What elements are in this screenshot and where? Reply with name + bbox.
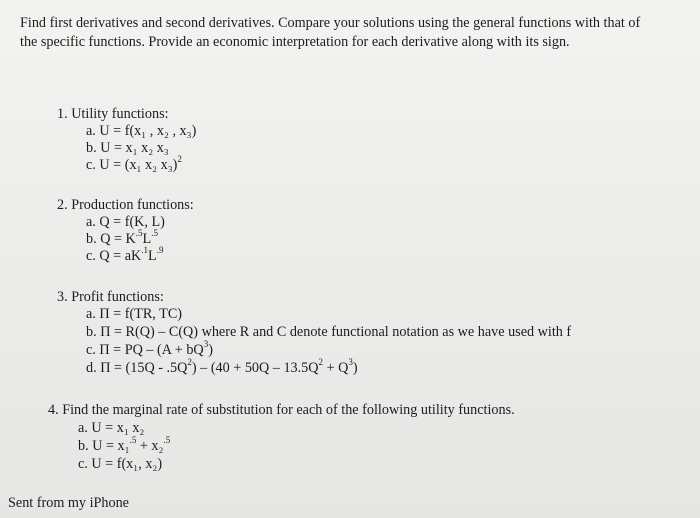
utility-function-c-base: c. U = (x₁ x₂ x₃) bbox=[86, 157, 178, 173]
production-function-c-exponent-k: .1 bbox=[141, 245, 149, 255]
production-function-c-exponent-l: .9 bbox=[156, 245, 164, 255]
production-function-b-exponent-l: .5 bbox=[151, 228, 158, 238]
profit-function-d bbox=[86, 357, 358, 377]
profit-function-c-base: c. Π = PQ – (A + bQ bbox=[86, 342, 204, 358]
production-function-c bbox=[86, 245, 164, 265]
utility-function-b: b. U = x₁ x₂ x₃ bbox=[86, 140, 169, 156]
mrs-function-b-exponent-2: .5 bbox=[163, 435, 171, 445]
profit-function-a: a. Π = f(TR, TC) bbox=[86, 306, 183, 322]
mrs-function-b-part-2: + x₂ bbox=[136, 438, 164, 454]
mrs-function-b-exponent-1: .5 bbox=[129, 435, 137, 445]
profit-function-d-part-1: d. Π = (15Q - .5Q bbox=[86, 360, 188, 376]
utility-function-c-exponent: 2 bbox=[177, 154, 182, 164]
instructions-line-1: Find first derivatives and second derivatives. Compare your solutions using the general functions with that of bbox=[20, 15, 641, 31]
production-function-b-base: b. Q = K bbox=[86, 231, 136, 247]
section-1-heading: 1. Utility functions: bbox=[57, 106, 169, 122]
section-4-heading: 4. Find the marginal rate of substitution for each of the following utility functions. bbox=[48, 402, 515, 418]
email-signature: Sent from my iPhone bbox=[8, 495, 129, 511]
mrs-function-b-part-1: b. U = x₁ bbox=[78, 438, 130, 454]
mrs-function-c: c. U = f(x₁, x₂) bbox=[78, 456, 163, 472]
profit-function-d-exponent-1: 2 bbox=[187, 357, 192, 367]
production-function-c-base: c. Q = aK bbox=[86, 248, 142, 264]
production-function-b-exponent-k: .5 bbox=[135, 228, 143, 238]
profit-function-c-exponent: 3 bbox=[203, 339, 209, 349]
profit-function-c bbox=[86, 339, 213, 359]
profit-function-d-part-2: ) – (40 + 50Q – 13.5Q bbox=[191, 360, 319, 376]
section-3-heading: 3. Profit functions: bbox=[57, 289, 164, 305]
profit-function-b: b. Π = R(Q) – C(Q) where R and C denote functional notation as we have used with f bbox=[86, 324, 572, 340]
profit-function-d-exponent-3: 3 bbox=[348, 357, 353, 367]
mrs-function-a: a. U = x₁ x₂ bbox=[78, 420, 145, 436]
profit-function-d-exponent-2: 2 bbox=[318, 357, 324, 367]
mrs-function-b bbox=[78, 435, 171, 455]
instructions bbox=[20, 14, 692, 51]
production-function-b-l: L bbox=[142, 231, 152, 247]
profit-function-d-part-3: + Q bbox=[323, 360, 349, 376]
profit-function-c-end: ) bbox=[208, 342, 213, 358]
utility-function-c bbox=[86, 154, 182, 174]
instructions-line-2: the specific functions. Provide an economic interpretation for each derivative along with its sign. bbox=[20, 33, 570, 50]
production-function-c-l: L bbox=[148, 248, 157, 264]
section-2-heading: 2. Production functions: bbox=[57, 197, 194, 213]
production-function-a: a. Q = f(K, L) bbox=[86, 214, 165, 230]
utility-function-a: a. U = f(x₁ , x₂ , x₃) bbox=[86, 123, 197, 139]
profit-function-d-part-4: ) bbox=[352, 360, 358, 376]
